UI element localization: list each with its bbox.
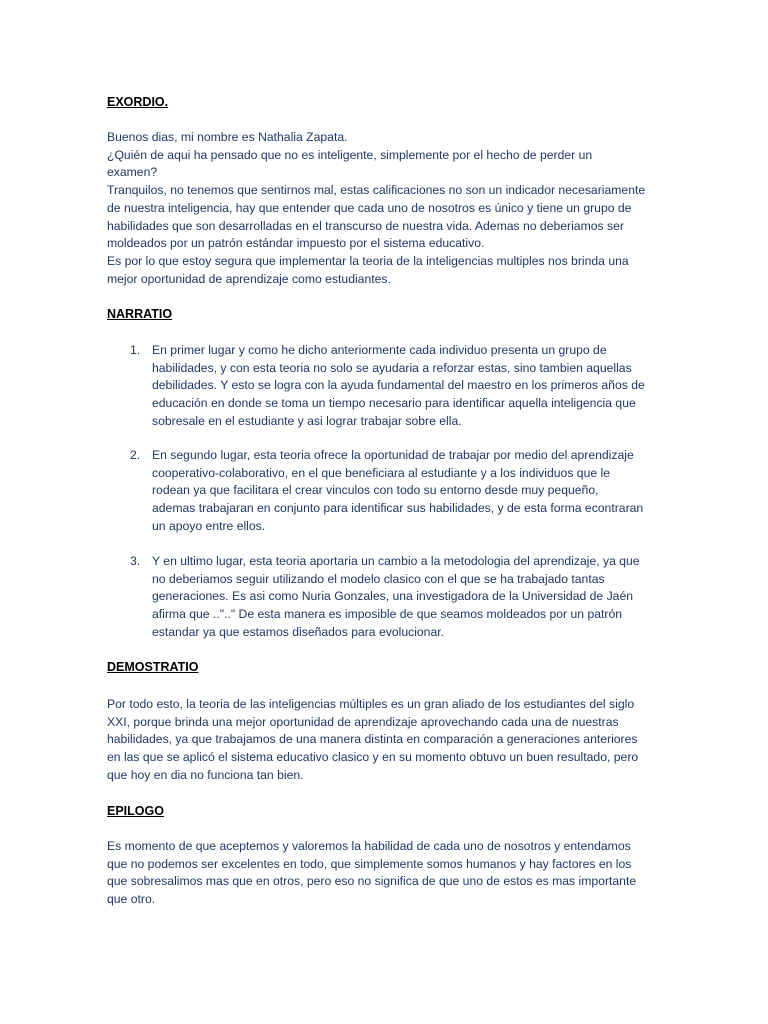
list-line: debilidades. Y esto se logra con la ayuda fundamental del maestro en los primeros años de [152, 378, 645, 393]
list-number: 3. [130, 554, 141, 568]
exordio-line: Tranquilos, no tenemos que sentirnos mal, estas calificaciones no son un indicador necesariamente [107, 183, 646, 198]
exordio-line: moldeados por un patrón estándar impuesto por el sistema educativo. [107, 236, 485, 251]
exordio-line: examen? [107, 165, 158, 180]
demostratio-line: habilidades, ya que trabajamos de una manera distinta en comparación a generaciones anteriores [107, 732, 638, 747]
narratio-heading: NARRATIO [107, 307, 173, 321]
demostratio-line: XXI, porque brinda una mejor oportunidad de aprendizaje aprovechando cada una de nuestras [107, 714, 619, 729]
epilogo-heading: EPILOGO [107, 804, 164, 818]
list-line: cooperativo-colaborativo, en el que beneficiara al estudiante y a los individuos que le [152, 465, 611, 480]
exordio-line: Es por lo que estoy segura que implementar la teoria de la inteligencias multiples nos brinda una [107, 253, 629, 268]
list-line: estandar ya que estamos diseñados para evolucionar. [152, 624, 445, 639]
list-number: 2. [130, 448, 141, 462]
list-line: En segundo lugar, esta teoria ofrece la oportunidad de trabajar por medio del aprendizaje [152, 448, 634, 462]
demostratio-heading: DEMOSTRATIO [107, 660, 199, 674]
list-item-text [152, 553, 672, 642]
epilogo-line: que otro. [107, 892, 156, 907]
list-item-text [152, 342, 672, 431]
exordio-heading: EXORDIO. [107, 95, 169, 109]
list-line: Y en ultimo lugar, esta teoria aportaria un cambio a la metodologia del aprendizaje, ya que [152, 554, 640, 568]
demostratio-line: Por todo esto, la teoria de las inteligencias múltiples es un gran aliado de los estudiantes del siglo [107, 697, 635, 711]
exordio-line: mejor oportunidad de aprendizaje como estudiantes. [107, 271, 391, 286]
exordio-paragraph [107, 129, 667, 288]
list-line: afirma que ..".." De esta manera es imposible de que seamos moldeados por un patrón [152, 607, 623, 622]
list-line: ademas trabajaran en conjunto para identificar sus habilidades, y de esta forma econtraran [152, 501, 644, 516]
exordio-line: Buenos dias, mi nombre es Nathalia Zapata. [107, 130, 348, 144]
epilogo-line: que no podemos ser excelentes en todo, que simplemente somos humanos y hay factores en los [107, 856, 632, 871]
demostratio-line: que hoy en dia no funciona tan bien. [107, 767, 304, 782]
epilogo-paragraph [107, 838, 667, 909]
exordio-line: de nuestra inteligencia, hay que entender que cada uno de nosotros es único y tiene un grupo de [107, 200, 632, 215]
list-line: un apoyo entre ellos. [152, 518, 266, 533]
list-number: 1. [130, 343, 141, 357]
exordio-line: ¿Quién de aqui ha pensado que no es inteligente, simplemente por el hecho de perder un [107, 147, 593, 162]
list-line: sobresale en el estudiante y asi lograr trabajar sobre ella. [152, 413, 462, 428]
list-line: educación en donde se toma un tiempo necesario para identificar aquella inteligencia que [152, 396, 636, 411]
list-item-text [152, 447, 672, 536]
epilogo-line: que sobresalimos mas que en otros, pero eso no significa de que uno de estos es mas importante [107, 874, 637, 889]
exordio-line: habilidades que son desarrolladas en el transcurso de nuestra vida. Ademas no deberiamos ser [107, 218, 624, 233]
list-line: En primer lugar y como he dicho anteriormente cada individuo presenta un grupo de [152, 343, 607, 357]
list-line: habilidades, y con esta teoria no solo se ayudaria a reforzar estas, sino tambien aquellas [152, 360, 632, 375]
demostratio-paragraph [107, 696, 667, 785]
list-line: generaciones. Es asi como Nuria Gonzales, una investigadora de la Universidad de Jaén [152, 589, 634, 604]
list-line: rodean ya que facilitara el crear vinculos con todo su entorno desde muy pequeño, [152, 483, 599, 498]
list-line: no deberiamos seguir utilizando el modelo clasico con el que se ha trabajado tantas [152, 571, 605, 586]
epilogo-line: Es momento de que aceptemos y valoremos la habilidad de cada uno de nosotros y entendamos [107, 839, 631, 853]
demostratio-line: en las que se aplicó el sistema educativo clasico y en su momento obtuvo un buen resultado, pero [107, 750, 639, 765]
